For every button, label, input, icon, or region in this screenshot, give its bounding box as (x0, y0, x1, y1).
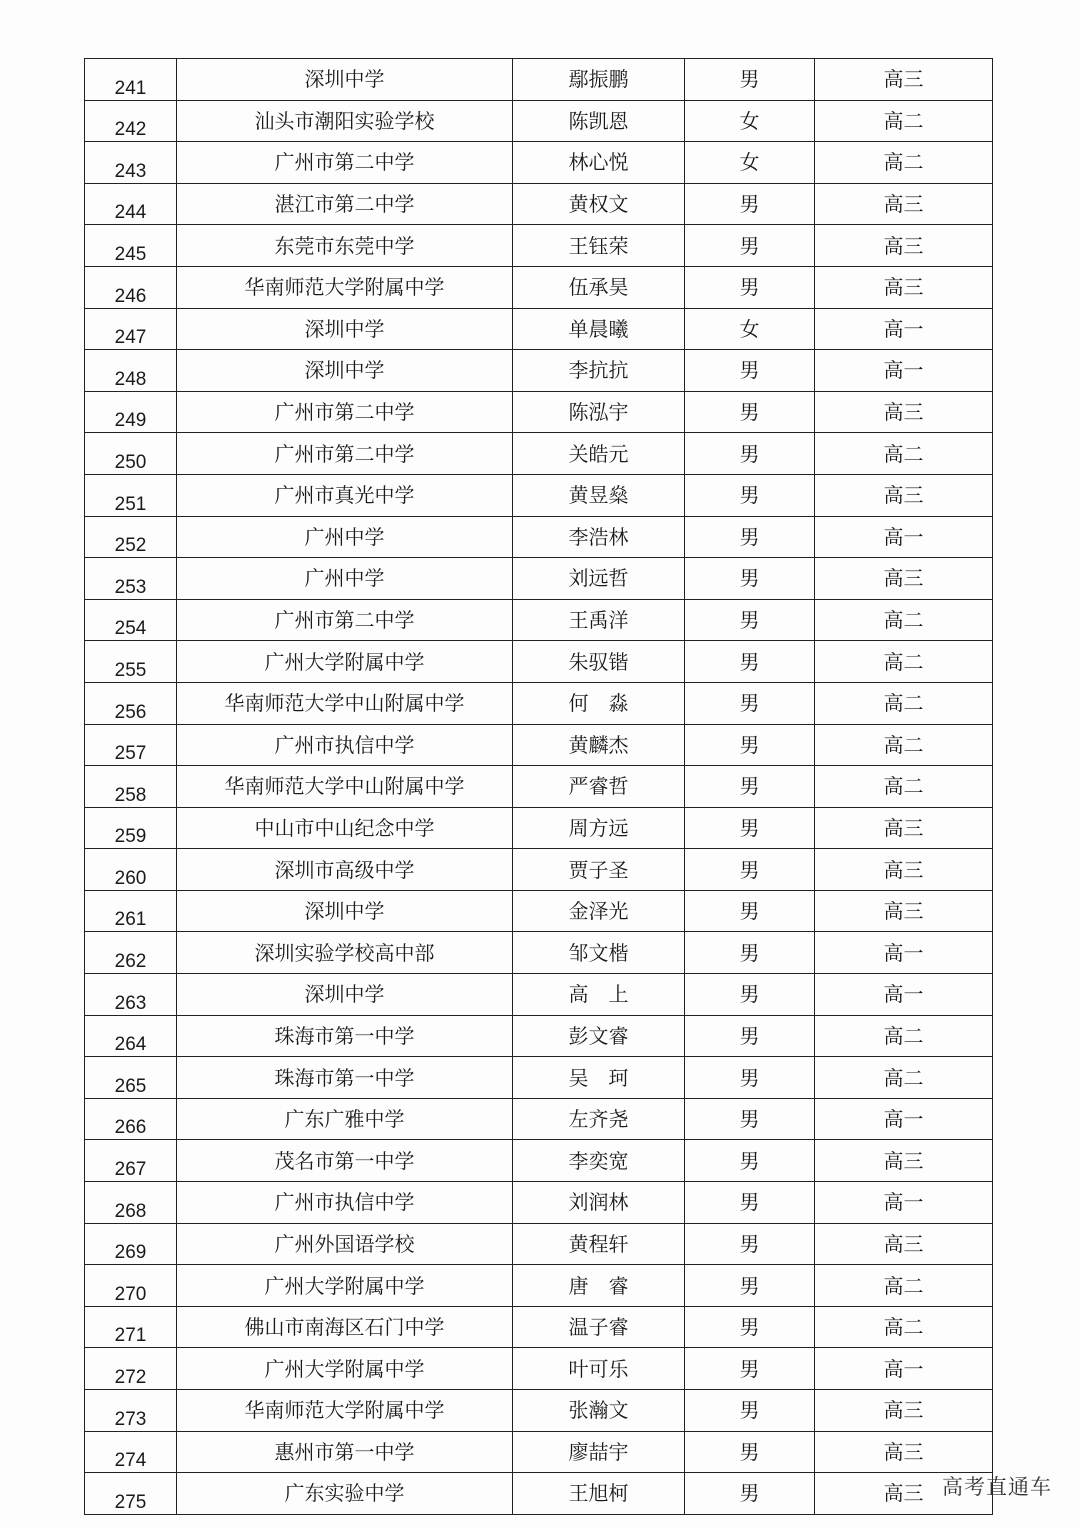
row-number-cell: 244 (85, 183, 177, 225)
school-cell: 深圳实验学校高中部 (177, 932, 513, 974)
row-number-cell: 273 (85, 1390, 177, 1432)
row-number-cell: 275 (85, 1473, 177, 1515)
table-row (85, 100, 993, 142)
row-number-cell: 248 (85, 350, 177, 392)
gender-cell: 男 (685, 890, 815, 932)
grade-cell: 高二 (815, 766, 993, 808)
student-name-cell: 陈凯恩 (513, 100, 685, 142)
gender-cell: 男 (685, 1140, 815, 1182)
student-name-cell: 刘远哲 (513, 558, 685, 600)
student-name-cell: 严睿哲 (513, 766, 685, 808)
table-row (85, 1223, 993, 1265)
gender-cell: 男 (685, 1431, 815, 1473)
table-row (85, 807, 993, 849)
grade-cell: 高三 (815, 266, 993, 308)
table-row (85, 1098, 993, 1140)
school-cell: 珠海市第一中学 (177, 1015, 513, 1057)
row-number-cell: 265 (85, 1057, 177, 1099)
gender-cell: 男 (685, 1348, 815, 1390)
table-row (85, 391, 993, 433)
student-name-cell: 金泽光 (513, 890, 685, 932)
table-row (85, 266, 993, 308)
table-row (85, 474, 993, 516)
grade-cell: 高三 (815, 391, 993, 433)
table-row (85, 142, 993, 184)
student-name-cell: 关皓元 (513, 433, 685, 475)
school-cell: 广州市执信中学 (177, 1182, 513, 1224)
school-cell: 广州市第二中学 (177, 433, 513, 475)
grade-cell: 高二 (815, 142, 993, 184)
gender-cell: 男 (685, 1223, 815, 1265)
school-cell: 深圳市高级中学 (177, 849, 513, 891)
student-roster-table (84, 58, 993, 1515)
row-number-cell: 257 (85, 724, 177, 766)
school-cell: 深圳中学 (177, 308, 513, 350)
grade-cell: 高三 (815, 807, 993, 849)
student-name-cell: 单晨曦 (513, 308, 685, 350)
table-row (85, 1431, 993, 1473)
roster-body (85, 59, 993, 1515)
grade-cell: 高一 (815, 1098, 993, 1140)
student-name-cell: 王禹洋 (513, 599, 685, 641)
school-cell: 广州大学附属中学 (177, 641, 513, 683)
gender-cell: 男 (685, 1306, 815, 1348)
gender-cell: 女 (685, 142, 815, 184)
school-cell: 广东广雅中学 (177, 1098, 513, 1140)
row-number-cell: 258 (85, 766, 177, 808)
gender-cell: 男 (685, 1265, 815, 1307)
row-number-cell: 263 (85, 974, 177, 1016)
row-number-cell: 269 (85, 1223, 177, 1265)
row-number-cell: 259 (85, 807, 177, 849)
grade-cell: 高二 (815, 1306, 993, 1348)
gender-cell: 男 (685, 225, 815, 267)
table-row (85, 599, 993, 641)
table-row (85, 516, 993, 558)
student-name-cell: 黄程轩 (513, 1223, 685, 1265)
school-cell: 汕头市潮阳实验学校 (177, 100, 513, 142)
gender-cell: 女 (685, 308, 815, 350)
row-number-cell: 243 (85, 142, 177, 184)
row-number-cell: 250 (85, 433, 177, 475)
grade-cell: 高一 (815, 1348, 993, 1390)
student-name-cell: 贾子圣 (513, 849, 685, 891)
source-watermark: 高考直通车 (942, 1475, 1052, 1499)
gender-cell: 男 (685, 807, 815, 849)
gender-cell: 男 (685, 266, 815, 308)
student-name-cell: 鄢振鹏 (513, 59, 685, 101)
student-name-cell: 林心悦 (513, 142, 685, 184)
table-row (85, 1182, 993, 1224)
grade-cell: 高一 (815, 308, 993, 350)
row-number-cell: 249 (85, 391, 177, 433)
row-number-cell: 260 (85, 849, 177, 891)
gender-cell: 男 (685, 183, 815, 225)
student-name-cell: 叶可乐 (513, 1348, 685, 1390)
school-cell: 广州大学附属中学 (177, 1348, 513, 1390)
school-cell: 华南师范大学附属中学 (177, 1390, 513, 1432)
gender-cell: 男 (685, 1182, 815, 1224)
table-row (85, 890, 993, 932)
gender-cell: 男 (685, 974, 815, 1016)
grade-cell: 高二 (815, 1057, 993, 1099)
row-number-cell: 247 (85, 308, 177, 350)
gender-cell: 男 (685, 724, 815, 766)
table-row (85, 1265, 993, 1307)
row-number-cell: 253 (85, 558, 177, 600)
grade-cell: 高二 (815, 433, 993, 475)
row-number-cell: 267 (85, 1140, 177, 1182)
student-name-cell: 温子睿 (513, 1306, 685, 1348)
gender-cell: 男 (685, 1057, 815, 1099)
table-row (85, 974, 993, 1016)
student-name-cell: 朱驭锴 (513, 641, 685, 683)
row-number-cell: 246 (85, 266, 177, 308)
school-cell: 广州外国语学校 (177, 1223, 513, 1265)
gender-cell: 男 (685, 641, 815, 683)
gender-cell: 男 (685, 1015, 815, 1057)
grade-cell: 高三 (815, 890, 993, 932)
row-number-cell: 254 (85, 599, 177, 641)
school-cell: 东莞市东莞中学 (177, 225, 513, 267)
grade-cell: 高一 (815, 1182, 993, 1224)
gender-cell: 男 (685, 350, 815, 392)
student-name-cell: 伍承昊 (513, 266, 685, 308)
grade-cell: 高三 (815, 1431, 993, 1473)
gender-cell: 男 (685, 932, 815, 974)
row-number-cell: 242 (85, 100, 177, 142)
student-name-cell: 李抗抗 (513, 350, 685, 392)
grade-cell: 高三 (815, 183, 993, 225)
table-row (85, 932, 993, 974)
row-number-cell: 252 (85, 516, 177, 558)
grade-cell: 高一 (815, 350, 993, 392)
grade-cell: 高二 (815, 682, 993, 724)
grade-cell: 高一 (815, 932, 993, 974)
student-name-cell: 唐 睿 (513, 1265, 685, 1307)
school-cell: 广州市第二中学 (177, 599, 513, 641)
table-row (85, 766, 993, 808)
school-cell: 湛江市第二中学 (177, 183, 513, 225)
grade-cell: 高三 (815, 558, 993, 600)
table-row (85, 641, 993, 683)
gender-cell: 男 (685, 766, 815, 808)
gender-cell: 男 (685, 558, 815, 600)
gender-cell: 男 (685, 474, 815, 516)
table-row (85, 1057, 993, 1099)
school-cell: 深圳中学 (177, 890, 513, 932)
table-row (85, 183, 993, 225)
student-name-cell: 刘润林 (513, 1182, 685, 1224)
gender-cell: 男 (685, 599, 815, 641)
student-name-cell: 李奕宽 (513, 1140, 685, 1182)
gender-cell: 男 (685, 682, 815, 724)
grade-cell: 高三 (815, 1473, 993, 1515)
school-cell: 佛山市南海区石门中学 (177, 1306, 513, 1348)
school-cell: 广州市真光中学 (177, 474, 513, 516)
school-cell: 深圳中学 (177, 974, 513, 1016)
row-number-cell: 262 (85, 932, 177, 974)
grade-cell: 高二 (815, 100, 993, 142)
table-row (85, 1473, 993, 1515)
table-row (85, 849, 993, 891)
gender-cell: 男 (685, 1473, 815, 1515)
table-row (85, 1015, 993, 1057)
table-row (85, 1306, 993, 1348)
student-name-cell: 彭文睿 (513, 1015, 685, 1057)
row-number-cell: 264 (85, 1015, 177, 1057)
gender-cell: 男 (685, 516, 815, 558)
row-number-cell: 272 (85, 1348, 177, 1390)
student-name-cell: 王旭柯 (513, 1473, 685, 1515)
table-row (85, 1390, 993, 1432)
school-cell: 茂名市第一中学 (177, 1140, 513, 1182)
school-cell: 广州中学 (177, 516, 513, 558)
table-row (85, 1348, 993, 1390)
row-number-cell: 256 (85, 682, 177, 724)
gender-cell: 男 (685, 1098, 815, 1140)
grade-cell: 高三 (815, 849, 993, 891)
student-name-cell: 李浩林 (513, 516, 685, 558)
gender-cell: 男 (685, 849, 815, 891)
student-name-cell: 吴 珂 (513, 1057, 685, 1099)
grade-cell: 高三 (815, 474, 993, 516)
school-cell: 惠州市第一中学 (177, 1431, 513, 1473)
school-cell: 广州市第二中学 (177, 142, 513, 184)
table-row (85, 682, 993, 724)
school-cell: 珠海市第一中学 (177, 1057, 513, 1099)
school-cell: 深圳中学 (177, 350, 513, 392)
school-cell: 华南师范大学中山附属中学 (177, 682, 513, 724)
table-row (85, 59, 993, 101)
table-row (85, 558, 993, 600)
grade-cell: 高一 (815, 516, 993, 558)
school-cell: 华南师范大学中山附属中学 (177, 766, 513, 808)
gender-cell: 女 (685, 100, 815, 142)
table-row (85, 350, 993, 392)
student-name-cell: 邹文楷 (513, 932, 685, 974)
table-row (85, 724, 993, 766)
gender-cell: 男 (685, 59, 815, 101)
grade-cell: 高三 (815, 59, 993, 101)
row-number-cell: 266 (85, 1098, 177, 1140)
gender-cell: 男 (685, 433, 815, 475)
student-name-cell: 周方远 (513, 807, 685, 849)
school-cell: 华南师范大学附属中学 (177, 266, 513, 308)
row-number-cell: 270 (85, 1265, 177, 1307)
student-name-cell: 王钰荣 (513, 225, 685, 267)
row-number-cell: 274 (85, 1431, 177, 1473)
school-cell: 广州市第二中学 (177, 391, 513, 433)
grade-cell: 高二 (815, 599, 993, 641)
student-name-cell: 黄昱燊 (513, 474, 685, 516)
grade-cell: 高三 (815, 1223, 993, 1265)
row-number-cell: 271 (85, 1306, 177, 1348)
row-number-cell: 241 (85, 59, 177, 101)
school-cell: 广州大学附属中学 (177, 1265, 513, 1307)
gender-cell: 男 (685, 391, 815, 433)
student-name-cell: 张瀚文 (513, 1390, 685, 1432)
grade-cell: 高二 (815, 641, 993, 683)
grade-cell: 高三 (815, 225, 993, 267)
student-name-cell: 左齐尧 (513, 1098, 685, 1140)
school-cell: 广州中学 (177, 558, 513, 600)
grade-cell: 高二 (815, 1265, 993, 1307)
student-name-cell: 黄权文 (513, 183, 685, 225)
student-name-cell: 陈泓宇 (513, 391, 685, 433)
table-row (85, 1140, 993, 1182)
table-row (85, 308, 993, 350)
grade-cell: 高三 (815, 1390, 993, 1432)
school-cell: 广东实验中学 (177, 1473, 513, 1515)
row-number-cell: 255 (85, 641, 177, 683)
grade-cell: 高二 (815, 1015, 993, 1057)
school-cell: 中山市中山纪念中学 (177, 807, 513, 849)
student-name-cell: 何 淼 (513, 682, 685, 724)
row-number-cell: 245 (85, 225, 177, 267)
grade-cell: 高三 (815, 1140, 993, 1182)
school-cell: 广州市执信中学 (177, 724, 513, 766)
grade-cell: 高一 (815, 974, 993, 1016)
row-number-cell: 268 (85, 1182, 177, 1224)
table-row (85, 225, 993, 267)
row-number-cell: 251 (85, 474, 177, 516)
student-name-cell: 廖喆宇 (513, 1431, 685, 1473)
row-number-cell: 261 (85, 890, 177, 932)
school-cell: 深圳中学 (177, 59, 513, 101)
student-name-cell: 高 上 (513, 974, 685, 1016)
grade-cell: 高二 (815, 724, 993, 766)
table-row (85, 433, 993, 475)
gender-cell: 男 (685, 1390, 815, 1432)
student-name-cell: 黄麟杰 (513, 724, 685, 766)
